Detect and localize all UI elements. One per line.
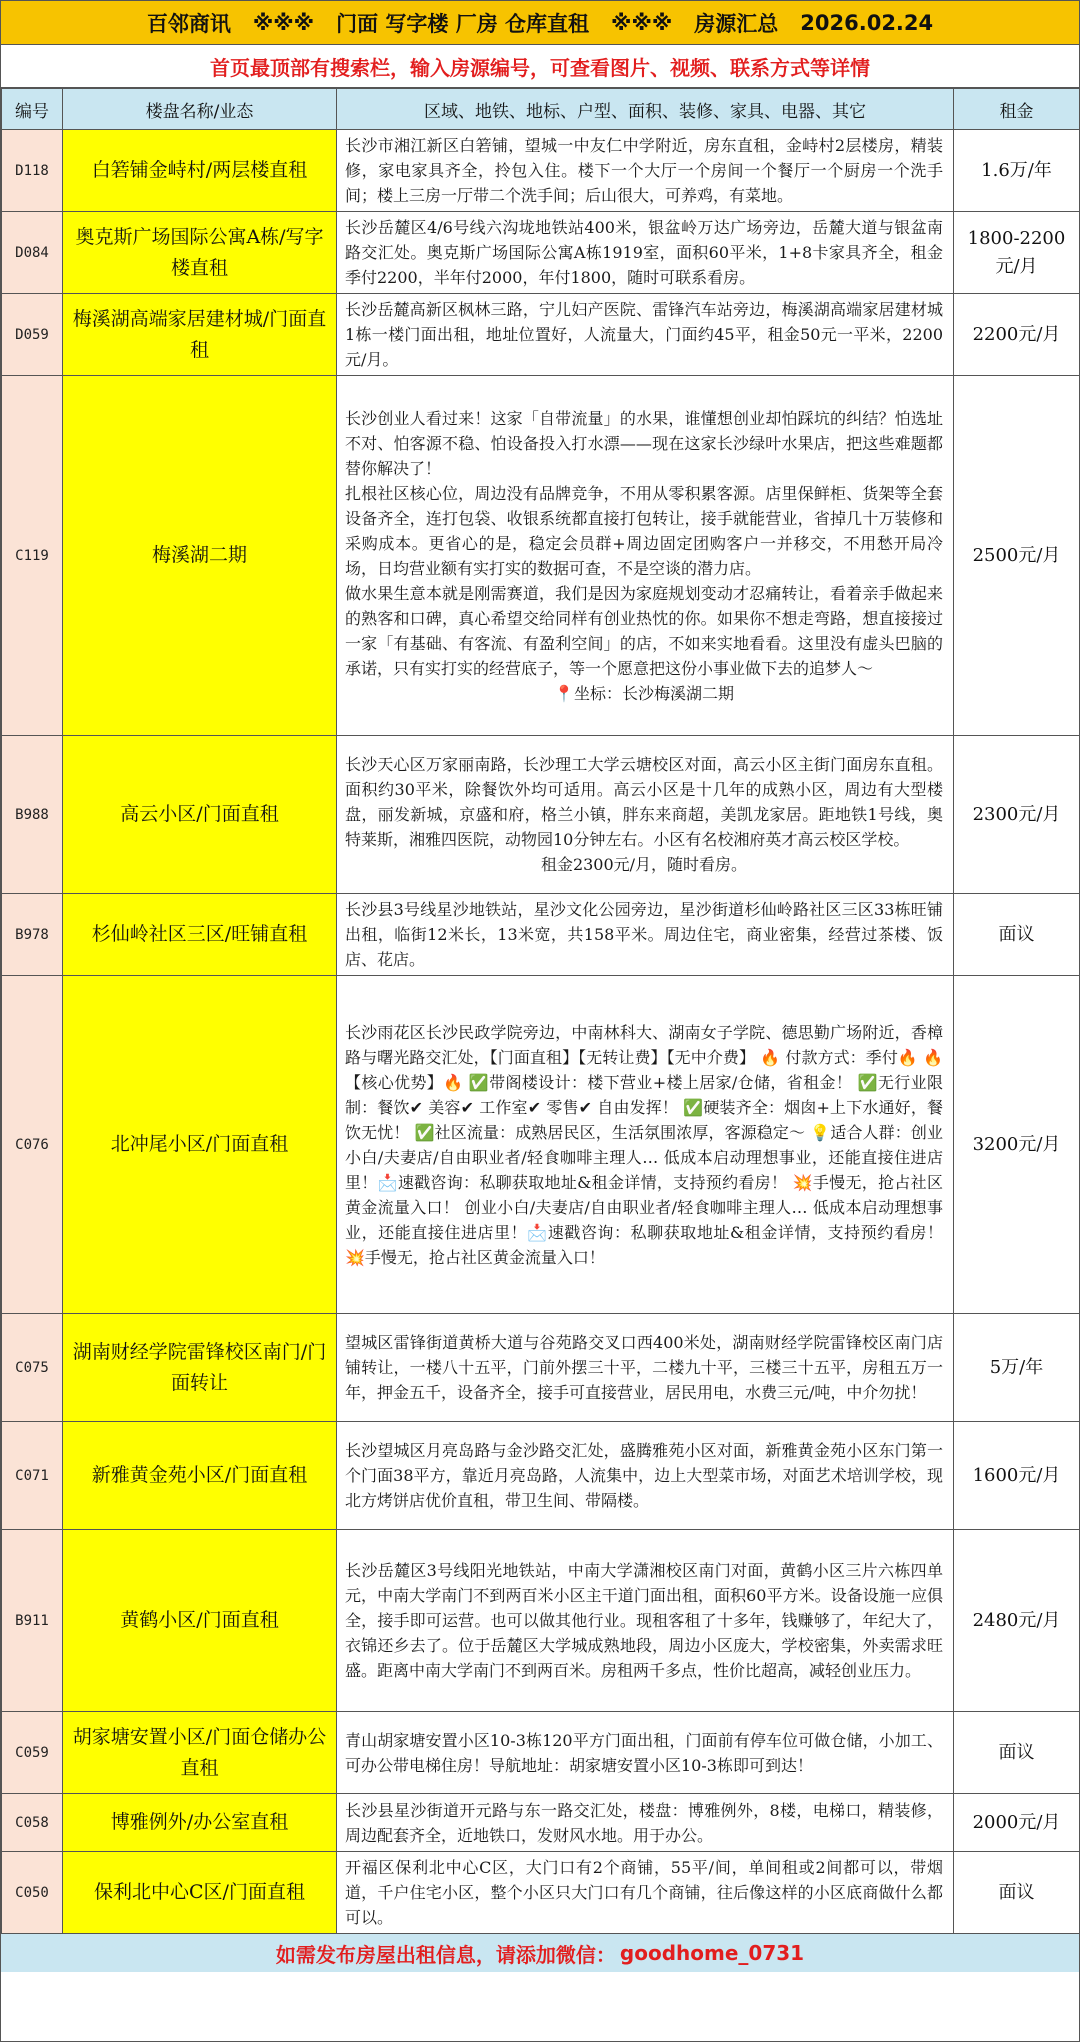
listing-name: 博雅例外/办公室直租 xyxy=(63,1794,337,1852)
table-body xyxy=(2,130,1080,1934)
listing-name: 北冲尾小区/门面直租 xyxy=(63,976,337,1314)
footer-text: 如需发布房屋出租信息，请添加微信： xyxy=(275,1942,616,1967)
listing-rent: 面议 xyxy=(954,894,1080,976)
description-paragraph: 长沙县星沙街道开元路与东一路交汇处，楼盘：博雅例外，8楼，电梯口，精装修，周边配套齐全，近地铁口，发财风水地。用于办公。 xyxy=(345,1800,943,1845)
listing-description xyxy=(337,1530,954,1712)
footer-contact xyxy=(1,1934,1079,1972)
listing-id: D084 xyxy=(2,212,63,294)
listing-id: B988 xyxy=(2,736,63,894)
listing-description xyxy=(337,1314,954,1422)
description-paragraph: 长沙岳麓高新区枫林三路，宁儿妇产医院、雷锋汽车站旁边，梅溪湖高端家居建材城1栋一楼门面出租，地址位置好，人流量大，门面约45平，租金50元一平米，2200元/月。 xyxy=(345,300,943,369)
listing-row[interactable] xyxy=(2,894,1080,976)
listing-description xyxy=(337,894,954,976)
listing-row[interactable] xyxy=(2,1530,1080,1712)
listing-id: B978 xyxy=(2,894,63,976)
description-paragraph: 长沙市湘江新区白箬铺，望城一中友仁中学附近，房东直租，金峙村2层楼房，精装修，家电家具齐全，拎包入住。楼下一个大厅一个房间一个餐厅一个厨房一个洗手间；楼上三房一厅带二个洗手间；后山很大，可养鸡，有菜地。 xyxy=(345,136,943,205)
listing-name: 杉仙岭社区三区/旺铺直租 xyxy=(63,894,337,976)
listing-row[interactable] xyxy=(2,1314,1080,1422)
listing-name: 黄鹤小区/门面直租 xyxy=(63,1530,337,1712)
listing-row[interactable] xyxy=(2,376,1080,736)
listing-name: 胡家塘安置小区/门面仓储办公直租 xyxy=(63,1712,337,1794)
header-desc: 区域、地铁、地标、户型、面积、装修、家具、电器、其它 xyxy=(337,89,954,130)
stars-left: ※※※ xyxy=(252,10,315,35)
description-paragraph: 扎根社区核心位，周边没有品牌竞争，不用从零积累客源。店里保鲜柜、货架等全套设备齐全，连打包袋、收银系统都直接打包转让，接手就能营业，省掉几十万装修和采购成本。更省心的是，稳定会员群+周边固定团购客户一并移交，不用愁开局冷场，日均营业额有实打实的数据可查，不是空谈的潜力店。 xyxy=(345,483,943,578)
listing-id: D118 xyxy=(2,130,63,212)
listing-row[interactable] xyxy=(2,976,1080,1314)
listing-id: C071 xyxy=(2,1422,63,1530)
listing-row[interactable] xyxy=(2,1422,1080,1530)
description-paragraph: 长沙县3号线星沙地铁站，星沙文化公园旁边，星沙街道杉仙岭路社区三区33栋旺铺出租，临街12米长，13米宽，共158平米。周边住宅，商业密集，经营过茶楼、饭店、花店。 xyxy=(345,900,943,969)
title-banner xyxy=(1,1,1079,45)
listing-name: 白箬铺金峙村/两层楼直租 xyxy=(63,130,337,212)
listing-rent: 1600元/月 xyxy=(954,1422,1080,1530)
listing-rent: 2500元/月 xyxy=(954,376,1080,736)
listing-row[interactable] xyxy=(2,1712,1080,1794)
description-paragraph: 长沙岳麓区4/6号线六沟垅地铁站400米，银盆岭万达广场旁边，岳麓大道与银盆南路交汇处。奥克斯广场国际公寓A栋1919室，面积60平米，1+8卡家具齐全，租金季付2200，半年付2000，年付1800，随时可联系看房。 xyxy=(345,218,943,287)
description-paragraph: 长沙创业人看过来！这家「自带流量」的水果，谁懂想创业却怕踩坑的纠结？怕选址不对、怕客源不稳、怕设备投入打水漂——现在这家长沙绿叶水果店，把这些难题都替你解决了！ xyxy=(345,408,943,478)
listing-id: C076 xyxy=(2,976,63,1314)
listing-description xyxy=(337,1422,954,1530)
description-paragraph: 📍坐标：长沙梅溪湖二期 xyxy=(554,683,734,703)
listing-rent: 2300元/月 xyxy=(954,736,1080,894)
wechat-id[interactable]: goodhome_0731 xyxy=(619,1941,805,1965)
description-paragraph: 长沙望城区月亮岛路与金沙路交汇处，盛腾雅苑小区对面，新雅黄金苑小区东门第一个门面38平方，靠近月亮岛路，人流集中，边上大型菜市场，对面艺术培训学校，现北方烤饼店优价直租，带卫生间、带隔楼。 xyxy=(345,1441,943,1510)
listing-id: C075 xyxy=(2,1314,63,1422)
header-name: 楼盘名称/业态 xyxy=(63,89,337,130)
summary-label: 房源汇总 xyxy=(694,11,779,36)
listing-description xyxy=(337,212,954,294)
listing-description xyxy=(337,130,954,212)
description-paragraph: 租金2300元/月，随时看房。 xyxy=(540,855,748,874)
listing-name: 奥克斯广场国际公寓A栋/写字楼直租 xyxy=(63,212,337,294)
table-header-row xyxy=(2,89,1080,130)
listing-description xyxy=(337,1852,954,1934)
listing-rent: 5万/年 xyxy=(954,1314,1080,1422)
listing-id: C050 xyxy=(2,1852,63,1934)
listing-table xyxy=(1,88,1080,1934)
listing-description xyxy=(337,1794,954,1852)
listing-row[interactable] xyxy=(2,294,1080,376)
listing-description xyxy=(337,1712,954,1794)
listing-id: C119 xyxy=(2,376,63,736)
header-id: 编号 xyxy=(2,89,63,130)
description-paragraph: 做水果生意本就是刚需赛道，我们是因为家庭规划变动才忍痛转让，看着亲手做起来的熟客和口碑，真心希望交给同样有创业热忱的你。如果你不想走弯路，想直接接过一家「有基础、有客流、有盈利空间」的店，不如来实地看看。这里没有虚头巴脑的承诺，只有实打实的经营底子，等一个愿意把这份小事业做下去的追梦人～ xyxy=(345,583,943,678)
date-label: 2026.02.24 xyxy=(800,10,934,35)
listing-rent: 2480元/月 xyxy=(954,1530,1080,1712)
description-paragraph: 长沙岳麓区3号线阳光地铁站，中南大学潇湘校区南门对面，黄鹤小区三片六栋四单元，中南大学南门不到两百米小区主干道门面出租，面积60平方米。设备设施一应俱全，接手即可运营。也可以做其他行业。现租客租了十多年，钱赚够了，年纪大了，衣锦还乡去了。位于岳麓区大学城成熟地段，周边小区庞大，学校密集，外卖需求旺盛。距离中南大学南门不到两百米。房租两千多点，性价比超高，减轻创业压力。 xyxy=(345,1561,943,1680)
listing-name: 高云小区/门面直租 xyxy=(63,736,337,894)
listing-row[interactable] xyxy=(2,1794,1080,1852)
listing-id: C059 xyxy=(2,1712,63,1794)
search-notice: 首页最顶部有搜索栏，输入房源编号，可查看图片、视频、联系方式等详情 xyxy=(1,45,1079,88)
brand-name: 百邻商讯 xyxy=(146,11,231,36)
description-paragraph: 长沙天心区万家丽南路，长沙理工大学云塘校区对面，高云小区主街门面房东直租。面积约30平米，除餐饮外均可适用。高云小区是十几年的成熟小区，周边有大型楼盘，丽发新城，京盛和府，格兰小镇，胖东来商超，美凯龙家居。距地铁1号线，奥特莱斯，湘雅四医院，动物园10分钟左右。小区有名校湘府英才高云校区学校。 xyxy=(345,755,943,849)
stars-right: ※※※ xyxy=(611,10,673,35)
listing-row[interactable] xyxy=(2,212,1080,294)
header-rent: 租金 xyxy=(954,89,1080,130)
listing-name: 新雅黄金苑小区/门面直租 xyxy=(63,1422,337,1530)
listing-row[interactable] xyxy=(2,130,1080,212)
listing-row[interactable] xyxy=(2,1852,1080,1934)
description-paragraph: 望城区雷锋街道黄桥大道与谷苑路交叉口西400米处，湖南财经学院雷锋校区南门店铺转让，一楼八十五平，门前外摆三十平，二楼九十平，三楼三十五平，房租五万一年，押金五千，设备齐全，接手可直接营业，居民用电，水费三元/吨，中介勿扰！ xyxy=(345,1333,943,1402)
listing-rent: 面议 xyxy=(954,1712,1080,1794)
listing-name: 梅溪湖高端家居建材城/门面直租 xyxy=(63,294,337,376)
listing-rent: 1.6万/年 xyxy=(954,130,1080,212)
description-paragraph: 开福区保利北中心C区，大门口有2个商铺，55平/间，单间租或2间都可以，带烟道，千户住宅小区，整个小区只大门口有几个商铺，往后像这样的小区底商做什么都可以。 xyxy=(345,1858,943,1927)
listing-name: 梅溪湖二期 xyxy=(63,376,337,736)
listing-name: 保利北中心C区/门面直租 xyxy=(63,1852,337,1934)
listing-id: D059 xyxy=(2,294,63,376)
listing-rent: 2000元/月 xyxy=(954,1794,1080,1852)
listing-description xyxy=(337,736,954,894)
property-types: 门面 写字楼 厂房 仓库直租 xyxy=(336,11,590,36)
listing-id: C058 xyxy=(2,1794,63,1852)
listing-id: B911 xyxy=(2,1530,63,1712)
listing-description xyxy=(337,976,954,1314)
listing-rent: 1800-2200元/月 xyxy=(954,212,1080,294)
listing-row[interactable] xyxy=(2,736,1080,894)
listing-name: 湖南财经学院雷锋校区南门/门面转让 xyxy=(63,1314,337,1422)
description-paragraph: 青山胡家塘安置小区10-3栋120平方门面出租，门面前有停车位可做仓储，小加工、可办公带电梯住房！导航地址：胡家塘安置小区10-3栋即可到达！ xyxy=(345,1730,943,1775)
listing-rent: 面议 xyxy=(954,1852,1080,1934)
listing-description xyxy=(337,294,954,376)
listing-rent: 3200元/月 xyxy=(954,976,1080,1314)
listing-description xyxy=(337,376,954,736)
listing-rent: 2200元/月 xyxy=(954,294,1080,376)
description-paragraph: 长沙雨花区长沙民政学院旁边，中南林科大、湖南女子学院、德思勤广场附近，香樟路与曙光路交汇处，【门面直租】【无转让费】【无中介费】 🔥 付款方式：季付🔥 🔥【核心优势】🔥 ✅带阁楼设计：楼下营业+楼上居家/仓储，省租金！ ✅无行业限制：餐饮✔ 美容✔ 工作室✔ 零售✔ 自由发挥！ ✅硬装齐全：烟囱+上下水通好，餐饮无忧！ ✅社区流量：成熟居民区，生活氛围浓厚，客源稳定～ 💡适合人群：创业小白/夫妻店/自由职业者/轻食咖啡主理人… 低成本启动理想事业，还能直接住进店里！📩速戳咨询：私聊获取地址&租金详情，支持预约看房！ 💥手慢无，抢占社区黄金流量入口！ 创业小白/夫妻店/自由职业者/轻食咖啡主理人… 低成本启动理想事业，还能直接住进店里！📩速戳咨询：私聊获取地址&租金详情，支持预约看房！ 💥手慢无，抢占社区黄金流量入口！ xyxy=(345,1022,943,1267)
